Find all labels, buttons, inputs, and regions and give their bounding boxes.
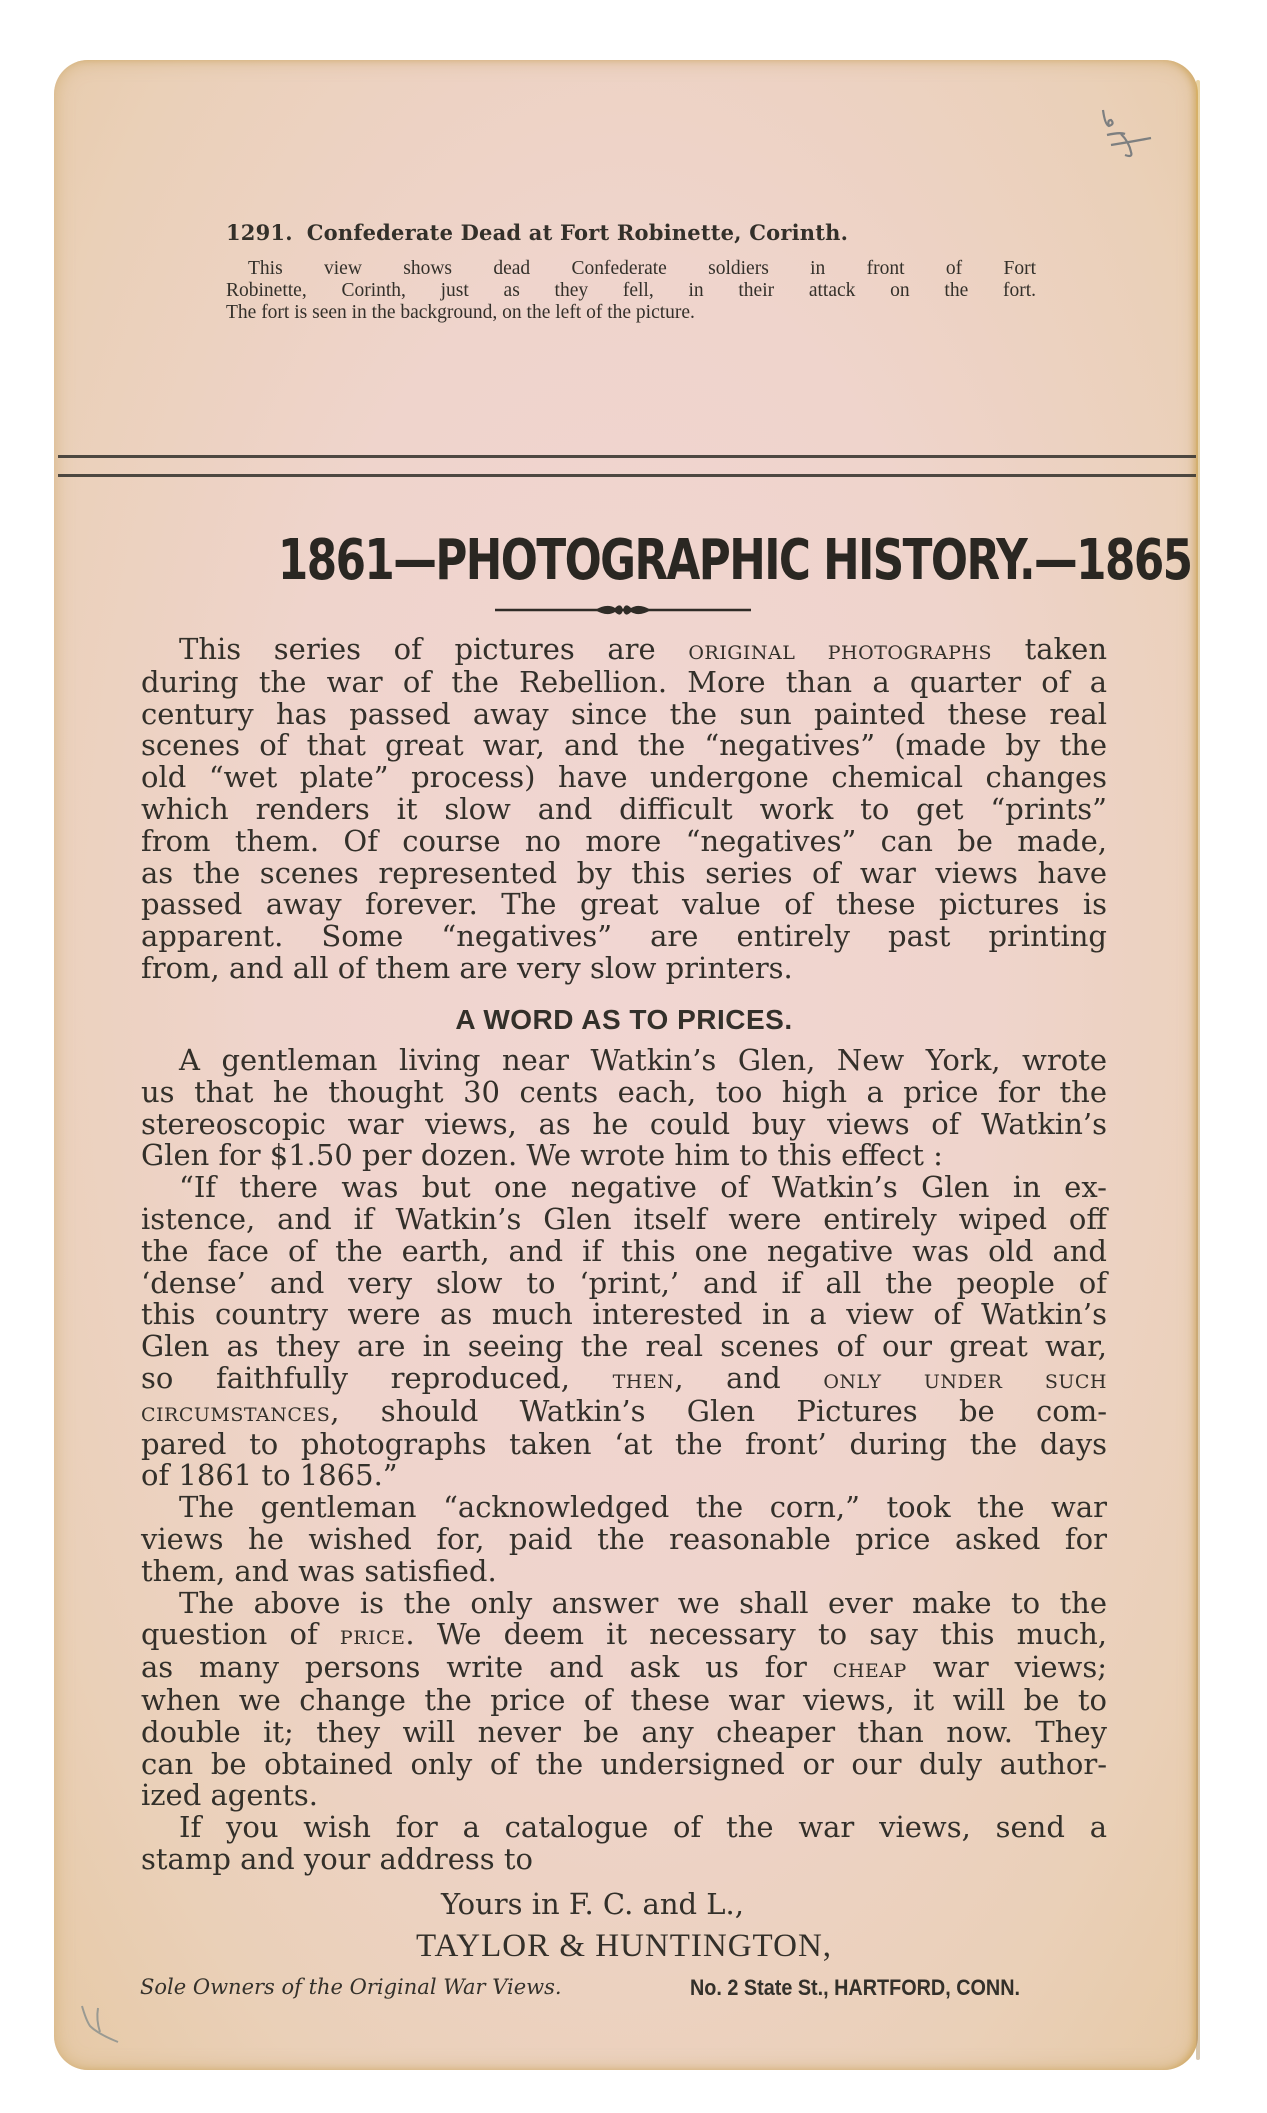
text-line xyxy=(141,1233,1107,1268)
text-run: . We deem it necessary to say this much, xyxy=(405,1617,1107,1652)
text-run: question of xyxy=(141,1617,340,1652)
small-caps-run: then xyxy=(612,1363,675,1395)
text-run: double it; they will never be any cheaper than now. They xyxy=(141,1714,1107,1749)
text-line xyxy=(141,664,1107,699)
small-caps-run: only under such xyxy=(823,1363,1107,1395)
closing-salutation: Yours in F. C. and L., xyxy=(441,1887,744,1921)
text-line xyxy=(141,950,1107,985)
signoff xyxy=(141,1887,1107,1921)
view-description-line: The fort is seen in the background, on the left of the picture. xyxy=(226,302,695,323)
text-run: apparent. Some “negatives” are entirely past printing xyxy=(141,919,1107,954)
text-line xyxy=(141,634,1107,667)
text-run: of 1861 to 1865.” xyxy=(141,1458,398,1493)
view-description-line: This view shows dead Confederate soldiers in front of Fort xyxy=(248,258,1036,279)
company-tagline: Sole Owners of the Original War Views. xyxy=(140,1975,562,1999)
small-caps-run: price xyxy=(339,1620,406,1652)
text-run: this country were as much interested in a view of Watkin’s xyxy=(141,1297,1107,1332)
text-run: “If there was but one negative of Watkin’s Glen in ex- xyxy=(179,1170,1107,1205)
divider-rule-bottom xyxy=(58,474,1196,477)
text-line xyxy=(141,1299,1107,1331)
text-line xyxy=(141,762,1107,794)
text-run: views he wished for, paid the reasonable price asked for xyxy=(141,1521,1107,1556)
small-caps-run: cheap xyxy=(832,1653,907,1685)
text-line xyxy=(141,1841,1107,1876)
small-caps-run: circumstances xyxy=(141,1396,331,1428)
text-line xyxy=(141,1426,1107,1461)
text-run: stereoscopic war views, as he could buy views of Watkin’s xyxy=(141,1106,1107,1141)
text-line xyxy=(141,1619,1107,1652)
text-run: us that he thought 30 cents each, too high a price for the xyxy=(141,1074,1107,1109)
text-run: istence, and if Watkin’s Glen itself were entirely wiped off xyxy=(141,1201,1107,1236)
small-caps-run: original photographs xyxy=(688,635,993,666)
page-title: 1861—PHOTOGRAPHIC HISTORY.—1865 xyxy=(277,528,1192,593)
text-run: which renders it slow and difficult work to get “prints” xyxy=(141,791,1107,826)
text-line xyxy=(141,1045,1107,1077)
text-line xyxy=(141,1331,1107,1363)
text-run: This series of pictures are xyxy=(179,632,689,666)
text-run: taken xyxy=(992,632,1107,666)
text-line xyxy=(141,1652,1107,1685)
text-line xyxy=(141,791,1107,826)
text-run: so faithfully reproduced, xyxy=(141,1360,613,1395)
text-run: The gentleman “acknowledged the corn,” took the war xyxy=(179,1490,1107,1525)
text-run: Glen as they are in seeing the real scenes of our great war, xyxy=(141,1329,1107,1364)
text-line xyxy=(141,1812,1107,1844)
company-name: TAYLOR & HUNTINGTON, xyxy=(415,1928,833,1964)
text-line xyxy=(141,1746,1107,1781)
text-line xyxy=(141,1585,1107,1620)
text-run: as many persons write and ask us for xyxy=(141,1650,833,1685)
text-run: war views; xyxy=(906,1650,1107,1685)
text-line xyxy=(141,1460,1107,1492)
text-line xyxy=(141,921,1107,953)
view-description xyxy=(226,258,1036,324)
view-description-line: Robinette, Corinth, just as they fell, in their attack on the fort. xyxy=(226,280,1036,301)
text-run: Glen for $1.50 per dozen. We wrote him to this effect : xyxy=(141,1138,943,1173)
text-line xyxy=(141,1714,1107,1749)
text-run: from, and all of them are very slow printers. xyxy=(141,950,793,985)
prices-text xyxy=(141,1045,1107,1876)
text-line xyxy=(141,730,1107,762)
text-line xyxy=(141,1682,1107,1717)
text-run: as the scenes represented by this series of war views have xyxy=(141,855,1107,890)
ornament-flourish-icon xyxy=(495,600,751,620)
text-line xyxy=(141,696,1107,731)
text-line xyxy=(141,1393,1107,1429)
text-run: century has passed away since the sun painted these real xyxy=(141,696,1107,731)
text-line xyxy=(141,889,1107,921)
text-line xyxy=(141,855,1107,890)
text-run: old “wet plate” process) have undergone chemical changes xyxy=(141,760,1107,795)
text-line xyxy=(141,1492,1107,1524)
text-run: can be obtained only of the undersigned or our duly author- xyxy=(141,1746,1107,1781)
text-run: ized agents. xyxy=(141,1778,318,1813)
text-line xyxy=(141,1106,1107,1141)
section-heading-prices: A WORD AS TO PRICES. xyxy=(455,1004,793,1035)
text-run: , should Watkin’s Glen Pictures be com- xyxy=(330,1393,1107,1428)
intro-paragraph xyxy=(141,634,1107,985)
text-run: scenes of that great war, and the “negatives” (made by the xyxy=(141,728,1107,763)
text-run: ‘dense’ and very slow to ‘print,’ and if all the people of xyxy=(141,1265,1107,1300)
text-run: stamp and your address to xyxy=(141,1841,533,1876)
text-line xyxy=(141,1201,1107,1236)
divider-rule-top xyxy=(58,455,1196,458)
text-run: pared to photographs taken ‘at the front’ during the days xyxy=(141,1426,1107,1461)
pencil-notation-top-right xyxy=(1095,100,1155,160)
view-title xyxy=(226,220,1086,245)
text-run: when we change the price of these war views, it will be to xyxy=(141,1682,1107,1717)
text-line xyxy=(141,1360,1107,1396)
text-line xyxy=(141,1780,1107,1812)
text-run: from them. Of course no more “negatives” can be made, xyxy=(141,823,1107,858)
text-run: them, and was satisfied. xyxy=(141,1553,497,1588)
text-line xyxy=(141,1265,1107,1300)
text-line xyxy=(141,823,1107,858)
text-run: The above is the only answer we shall ever make to the xyxy=(179,1585,1107,1620)
text-run: If you wish for a catalogue of the war views, send a xyxy=(179,1810,1107,1845)
company-address: No. 2 State St., HARTFORD, CONN. xyxy=(690,1975,1021,2000)
text-line xyxy=(141,1074,1107,1109)
view-number: 1291. xyxy=(226,220,293,245)
text-run: the face of the earth, and if this one negative was old and xyxy=(141,1233,1107,1268)
text-run: passed away forever. The great value of these pictures is xyxy=(141,887,1107,922)
text-run: , and xyxy=(674,1360,824,1395)
text-line xyxy=(141,1521,1107,1556)
text-line xyxy=(141,1140,1107,1172)
pencil-mark-bottom-left xyxy=(78,2002,128,2052)
view-title-text: Confederate Dead at Fort Robinette, Corinth. xyxy=(306,220,849,245)
text-line xyxy=(141,1172,1107,1204)
text-run: A gentleman living near Watkin’s Glen, New York, wrote xyxy=(179,1043,1107,1077)
text-run: during the war of the Rebellion. More than a quarter of a xyxy=(141,664,1107,699)
text-line xyxy=(141,1553,1107,1588)
